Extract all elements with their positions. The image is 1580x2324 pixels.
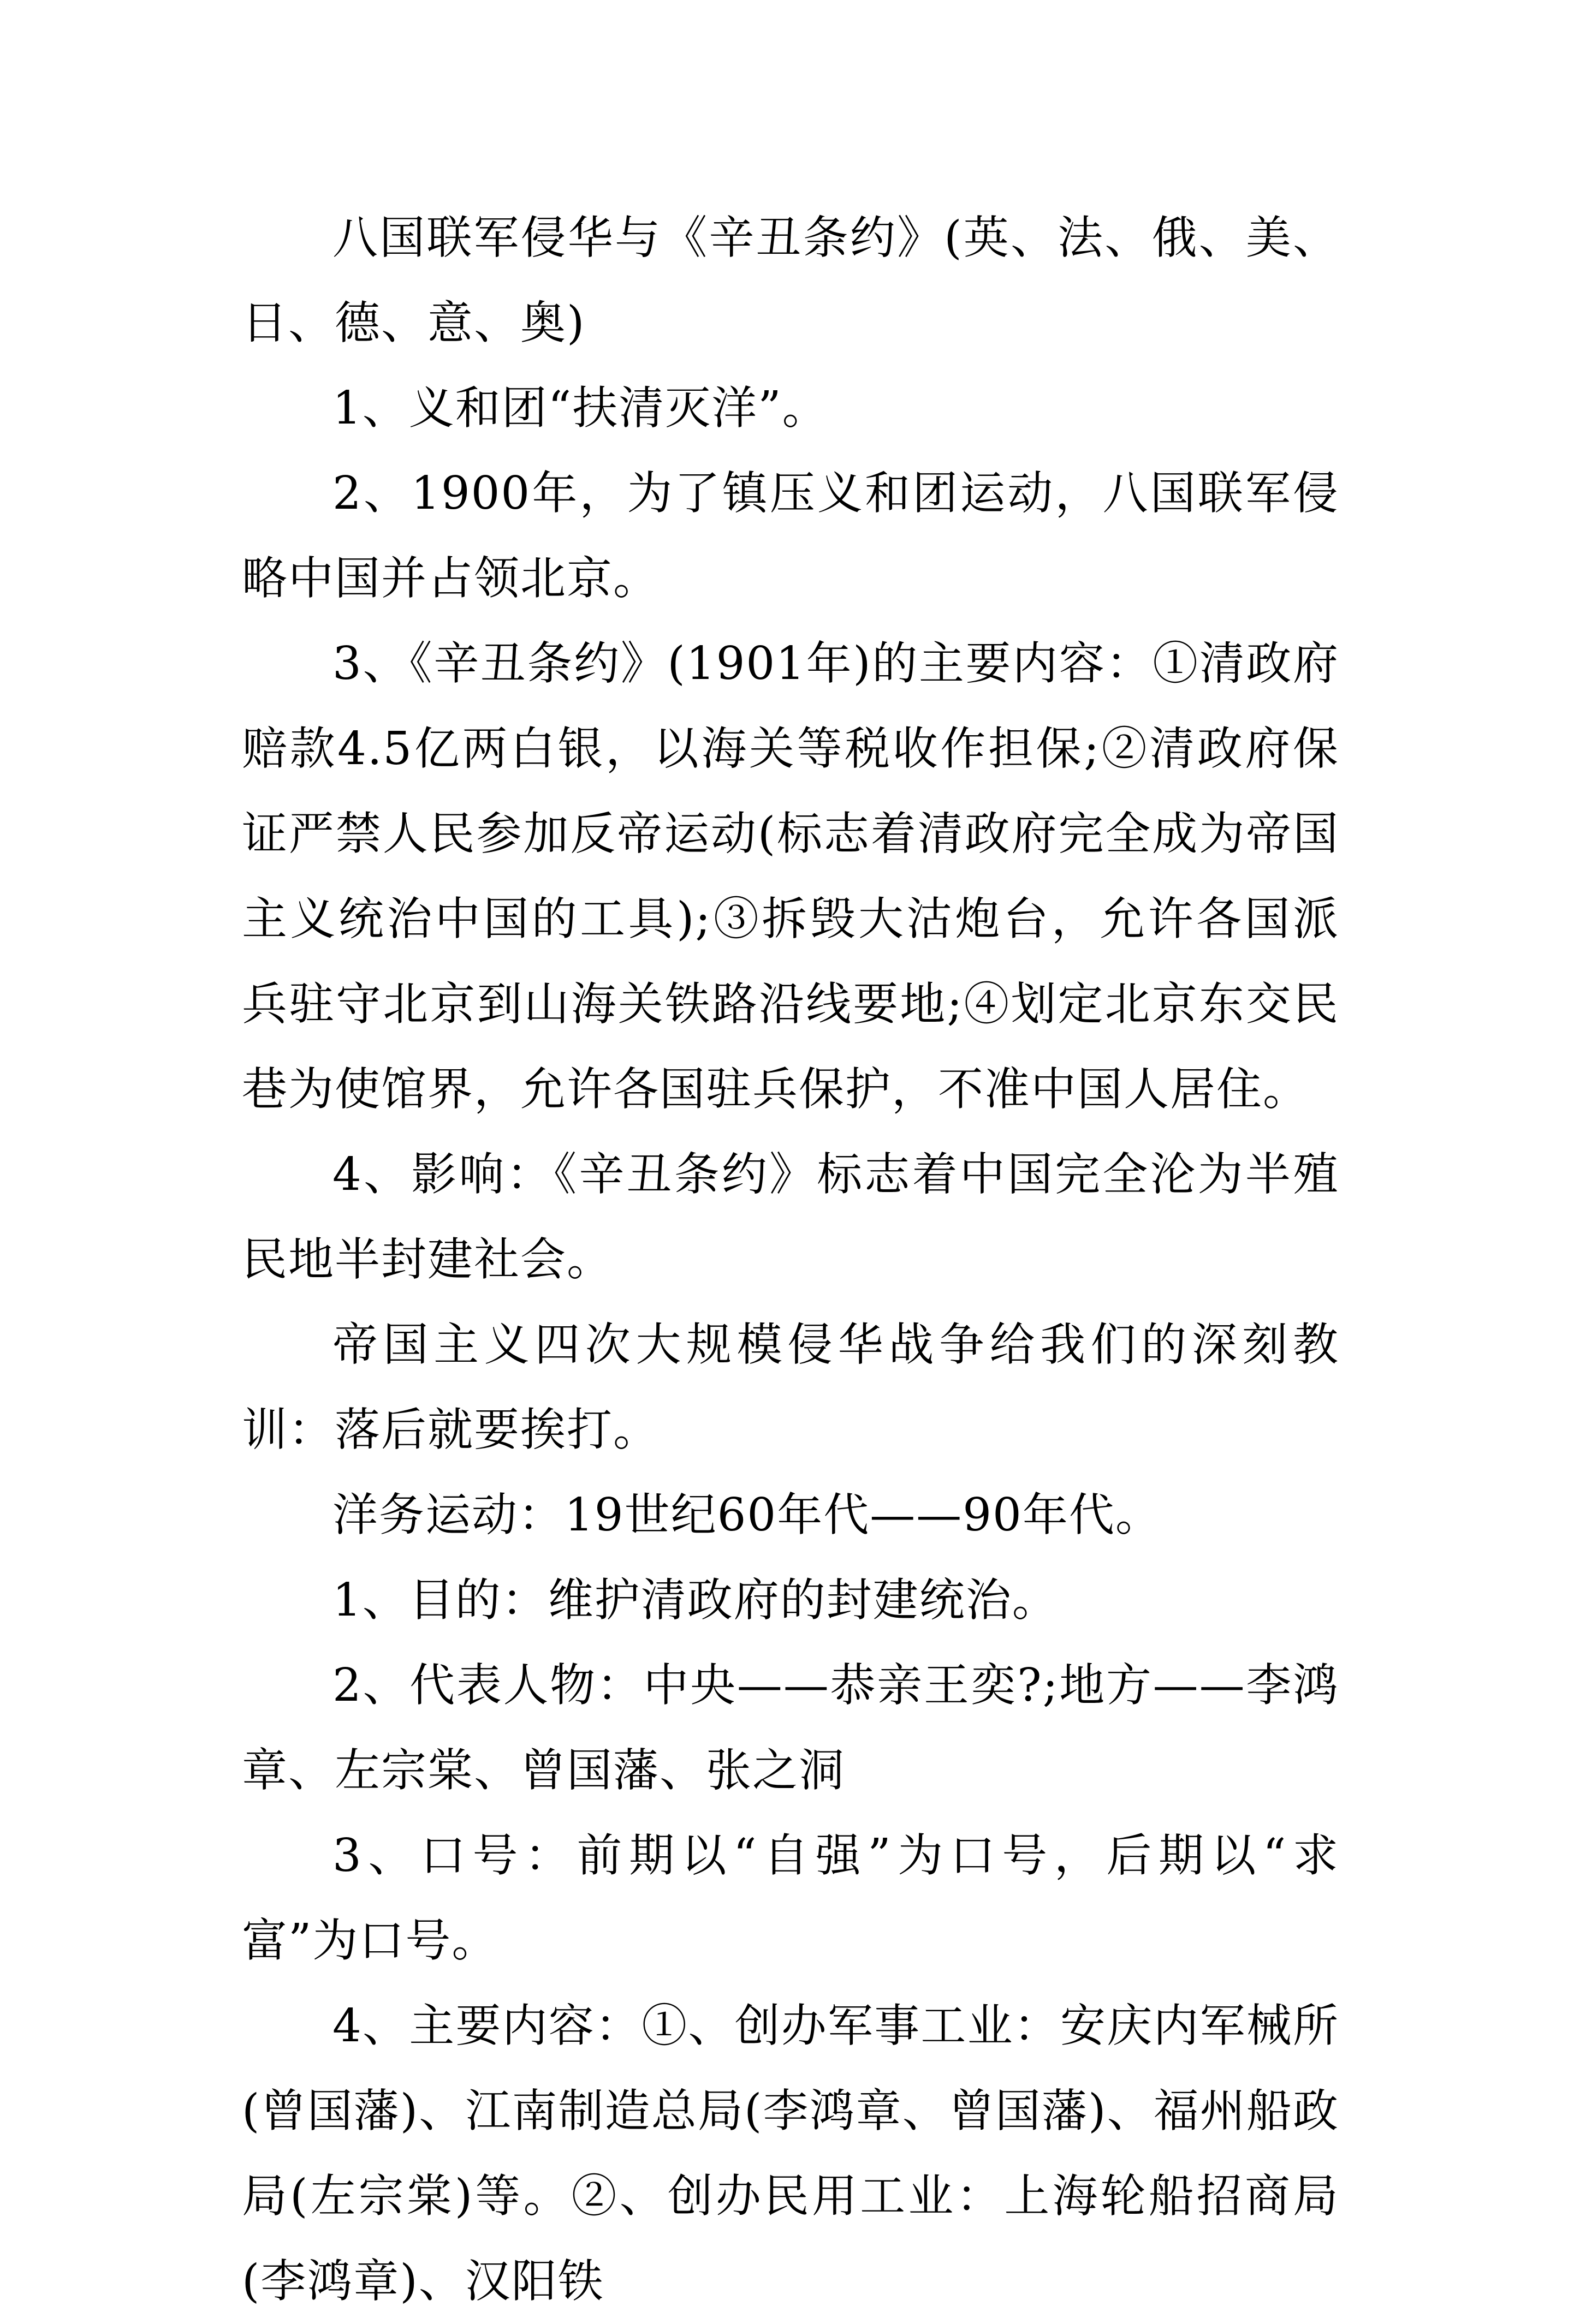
document-body	[242, 195, 1339, 2324]
paragraph: 2、代表人物：中央——恭亲王奕?;地方——李鸿章、左宗棠、曾国藩、张之洞	[242, 1659, 1339, 1797]
paragraph: 3、《辛丑条约》(1901年)的主要内容：①清政府赔款4.5亿两白银，以海关等税收作担保;②清政府保证严禁人民参加反帝运动(标志着清政府完全成为帝国主义统治中国的工具);③拆毁大沽炮台，允许各国派兵驻守北京到山海关铁路沿线要地;④划定北京东交民巷为使馆界，允许各国驻兵保护，不准中国人居住。	[242, 637, 1339, 1116]
paragraph: 1、义和团“扶清灭洋”。	[332, 382, 829, 434]
paragraph: 3、口号：前期以“自强”为口号，后期以“求富”为口号。	[242, 1829, 1339, 1967]
paragraph: 洋务运动：19世纪60年代——90年代。	[332, 1488, 1162, 1541]
paragraph: 帝国主义四次大规模侵华战争给我们的深刻教训：落后就要挨打。	[242, 1318, 1339, 1456]
paragraph: 4、主要内容：①、创办军事工业：安庆内军械所(曾国藩)、江南制造总局(李鸿章、曾国藩)、福州船政局(左宗棠)等。②、创办民用工业：上海轮船招商局(李鸿章)、汉阳铁	[242, 1999, 1339, 2308]
paragraph: 1、目的：维护清政府的封建统治。	[332, 1574, 1059, 1626]
paragraph-title: 八国联军侵华与《辛丑条约》(英、法、俄、美、日、德、意、奥)	[242, 211, 1339, 349]
paragraph: 2、1900年，为了镇压义和团运动，八国联军侵略中国并占领北京。	[242, 467, 1339, 605]
paragraph: 4、影响：《辛丑条约》标志着中国完全沦为半殖民地半封建社会。	[242, 1148, 1339, 1286]
